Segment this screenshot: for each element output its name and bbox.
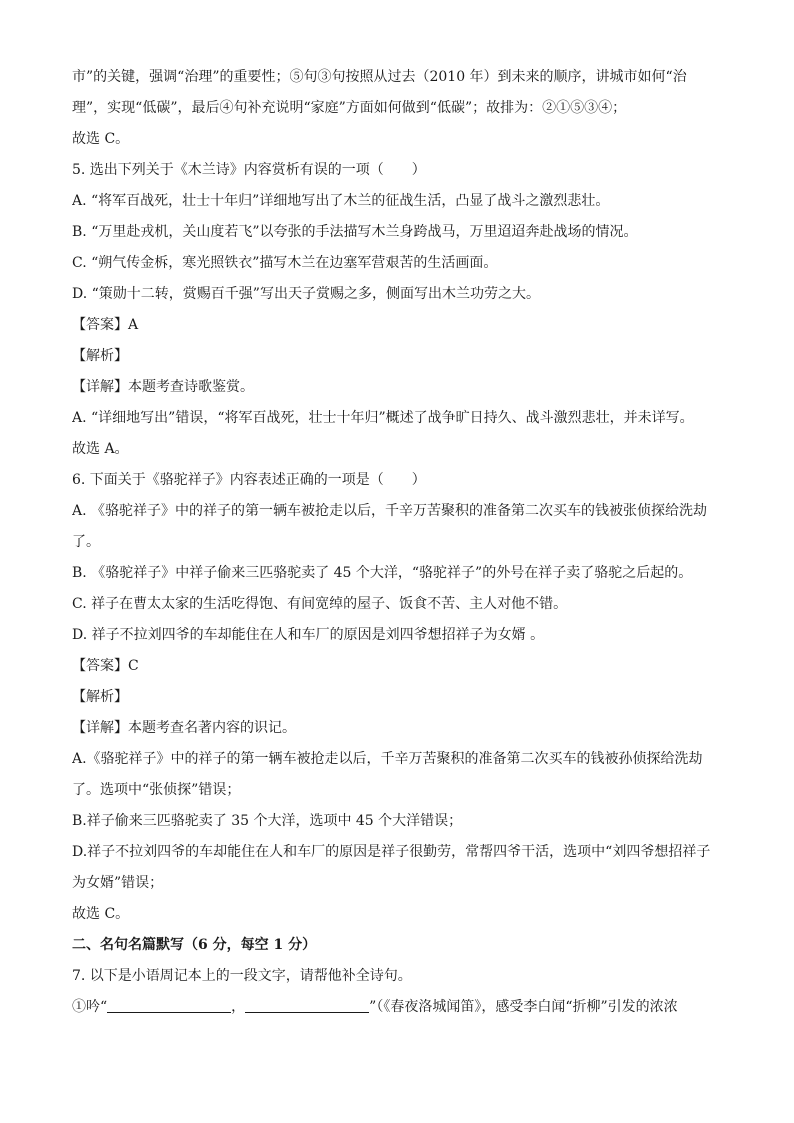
option-b: B. 《骆驼祥子》中祥子偷来三匹骆驼卖了 45 个大洋，“骆驼祥子”的外号在祥子卖了骆驼之后起的。 — [72, 565, 693, 581]
answer-label: 【答案】C — [72, 658, 139, 674]
detail-text: D.祥子不拉刘四爷的车却能住在人和车厂的原因是祥子很勤劳，常帮四爷干活，选项中“刘四爷想招祥子 — [72, 844, 711, 860]
detail-text: B.祥子偷来三匹骆驼卖了 35 个大洋，选项中 45 个大洋错误； — [72, 813, 463, 829]
option-a: A. 《骆驼祥子》中的祥子的第一辆车被抢走以后，千辛万苦聚积的准备第二次买车的钱被张侦探给洗劫 — [72, 503, 708, 519]
detail-text: 【详解】本题考查名著内容的识记。 — [72, 720, 296, 736]
option-a-cont: 了。 — [72, 534, 100, 550]
detail-text: 为女婿”错误； — [72, 875, 164, 891]
option-b: B. “万里赴戎机，关山度若飞”以夸张的手法描写木兰身跨战马，万里迢迢奔赴战场的情况。 — [72, 224, 638, 240]
document-page — [72, 62, 722, 1023]
conclusion-text: 故选 C。 — [72, 906, 130, 922]
detail-text: 了。选项中“张侦探”错误； — [72, 782, 241, 798]
conclusion-text: 故选 A。 — [72, 441, 129, 457]
option-d: D. 祥子不拉刘四爷的车却能住在人和车厂的原因是刘四爷想招祥子为女婿 。 — [72, 627, 545, 643]
detail-text: A.《骆驼祥子》中的祥子的第一辆车被抢走以后，千辛万苦聚积的准备第二次买车的钱被孙侦探给洗劫 — [72, 751, 703, 767]
question-6: 6. 下面关于《骆驼祥子》内容表述正确的一项是（ ） — [72, 472, 426, 488]
question-7: 7. 以下是小语周记本上的一段文字，请帮他补全诗句。 — [72, 968, 412, 984]
text-line: 故选 C。 — [72, 131, 130, 147]
fill-separator: ， — [231, 999, 246, 1015]
answer-blank[interactable] — [245, 996, 369, 1013]
analysis-label: 【解析】 — [72, 348, 128, 364]
fill-prefix: ①吟“ — [72, 999, 108, 1015]
answer-blank[interactable] — [107, 996, 231, 1013]
text-line: 理”，实现“低碳”，最后④句补充说明“家庭”方面如何做到“低碳”；故排为：②①⑤③④； — [72, 100, 627, 116]
detail-text: 【详解】本题考查诗歌鉴赏。 — [72, 379, 254, 395]
text-line: 市”的关键，强调“治理”的重要性；⑤句③句按照从过去（2010 年）到未来的顺序，讲城市如何“治 — [72, 69, 687, 85]
option-d: D. “策勋十二转，赏赐百千强”写出天子赏赐之多，侧面写出木兰功劳之大。 — [72, 286, 540, 302]
analysis-label: 【解析】 — [72, 689, 128, 705]
fill-in-line — [72, 992, 722, 1023]
section-heading: 二、名句名篇默写（6 分，每空 1 分） — [72, 937, 317, 953]
fill-suffix: ”（《春夜洛城闻笛》，感受李白闻“折柳”引发的浓浓 — [369, 999, 678, 1015]
option-c: C. “朔气传金柝，寒光照铁衣”描写木兰在边塞军营艰苦的生活画面。 — [72, 255, 498, 271]
option-a: A. “将军百战死，壮士十年归”详细地写出了木兰的征战生活，凸显了战斗之激烈悲壮。 — [72, 193, 610, 209]
detail-text: A. “详细地写出”错误，“将军百战死，壮士十年归”概述了战争旷日持久、战斗激烈悲壮，并未详写。 — [72, 410, 694, 426]
question-5: 5. 选出下列关于《木兰诗》内容赏析有误的一项（ ） — [72, 162, 426, 178]
option-c: C. 祥子在曹太太家的生活吃得饱、有间宽绰的屋子、饭食不苦、主人对他不错。 — [72, 596, 568, 612]
answer-label: 【答案】A — [72, 317, 139, 333]
